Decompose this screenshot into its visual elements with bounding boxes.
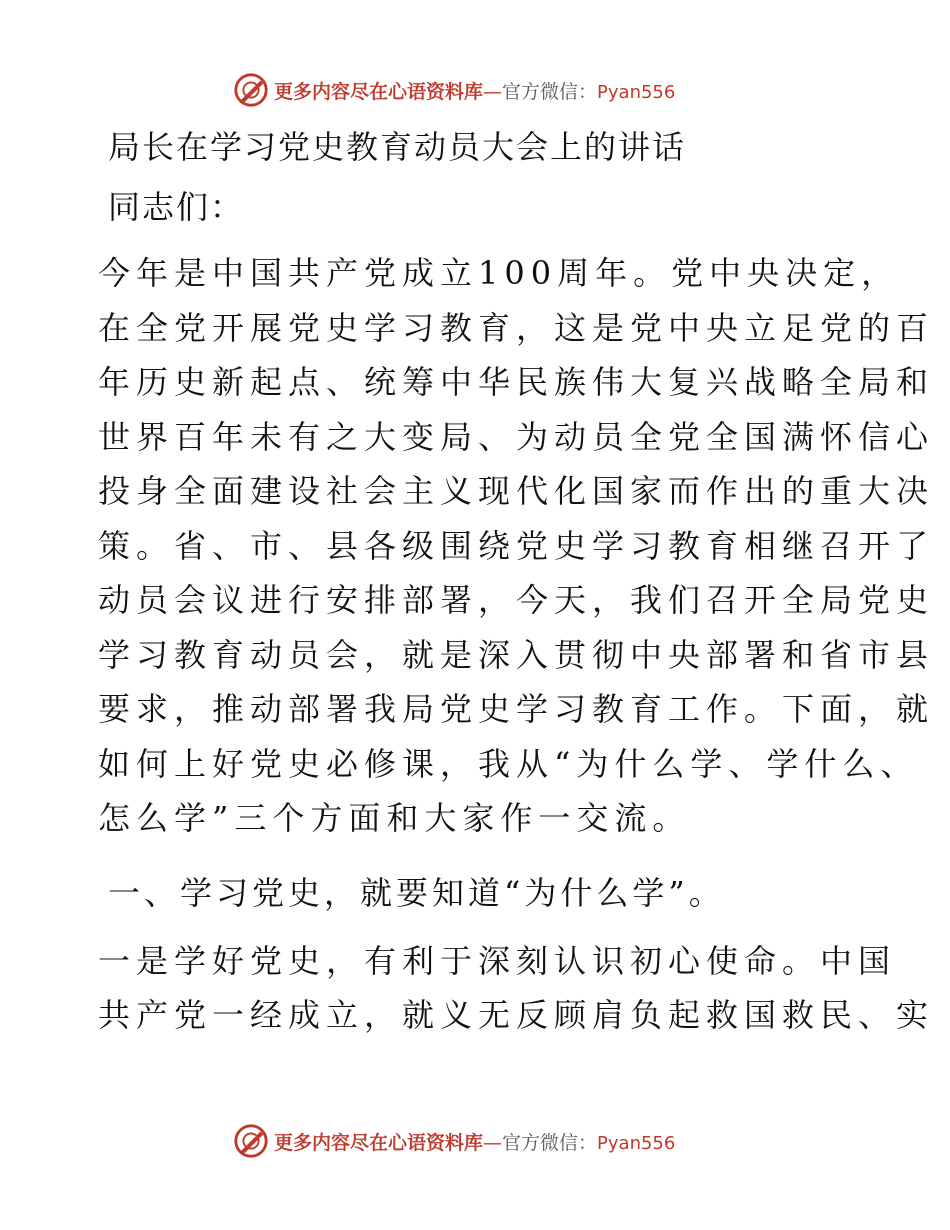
text-line: 策。省、市、县各级围绕党史学习教育相继召开了: [98, 526, 935, 565]
text-line: 要求，推动部署我局党史学习教育工作。下面，就: [98, 690, 935, 728]
banner-text: [274, 1128, 675, 1155]
text-line: 如何上好党史必修课，我从“为什么学、学什么、: [98, 744, 919, 783]
text-line: 一是学好党史，有利于深刻认识初心使命。中国: [98, 941, 897, 980]
brand-logo-icon: [232, 1122, 270, 1160]
banner-dash: —: [483, 1131, 503, 1154]
paragraph-intro: [98, 246, 935, 846]
banner-wechat-id: Pyan556: [597, 1132, 676, 1154]
salutation: 同志们：: [108, 188, 245, 226]
banner-dash: —: [483, 80, 503, 103]
banner-text: [274, 77, 675, 104]
paragraph-point-1: [98, 934, 935, 1043]
banner-wechat-id: Pyan556: [597, 81, 676, 103]
text-line: 年历史新起点、统筹中华民族伟大复兴战略全局和: [98, 363, 935, 401]
document-body: [98, 122, 935, 1043]
text-line: 动员会议进行安排部署，今天，我们召开全局党史: [98, 581, 935, 619]
text-line: 投身全面建设社会主义现代化国家而作出的重大决: [98, 472, 935, 510]
footer-banner: [232, 1121, 722, 1161]
text-line: 世界百年未有之大变局、为动员全党全国满怀信心: [98, 417, 935, 456]
brand-logo-icon: [232, 71, 270, 109]
text-line: 共产党一经成立，就义无反顾肩负起救国救民、实: [98, 996, 935, 1034]
document-title: 局长在学习党史教育动员大会上的讲话: [108, 128, 687, 166]
banner-label: 官方微信：: [502, 80, 598, 103]
text-line: 在全党开展党史学习教育，这是党中央立足党的百: [98, 308, 935, 347]
text-line: 今年是中国共产党成立100周年。党中央决定，: [98, 254, 900, 292]
header-banner: [232, 70, 722, 110]
section-heading-1: 一、学习党史，就要知道“为什么学”。: [108, 873, 725, 912]
banner-lead: 更多内容尽在心语资料库: [274, 1131, 484, 1154]
text-line: 学习教育动员会，就是深入贯彻中央部署和省市县: [98, 635, 935, 674]
text-line: 怎么学”三个方面和大家作一交流。: [98, 799, 691, 837]
banner-lead: 更多内容尽在心语资料库: [274, 80, 484, 103]
banner-label: 官方微信：: [502, 1131, 598, 1154]
